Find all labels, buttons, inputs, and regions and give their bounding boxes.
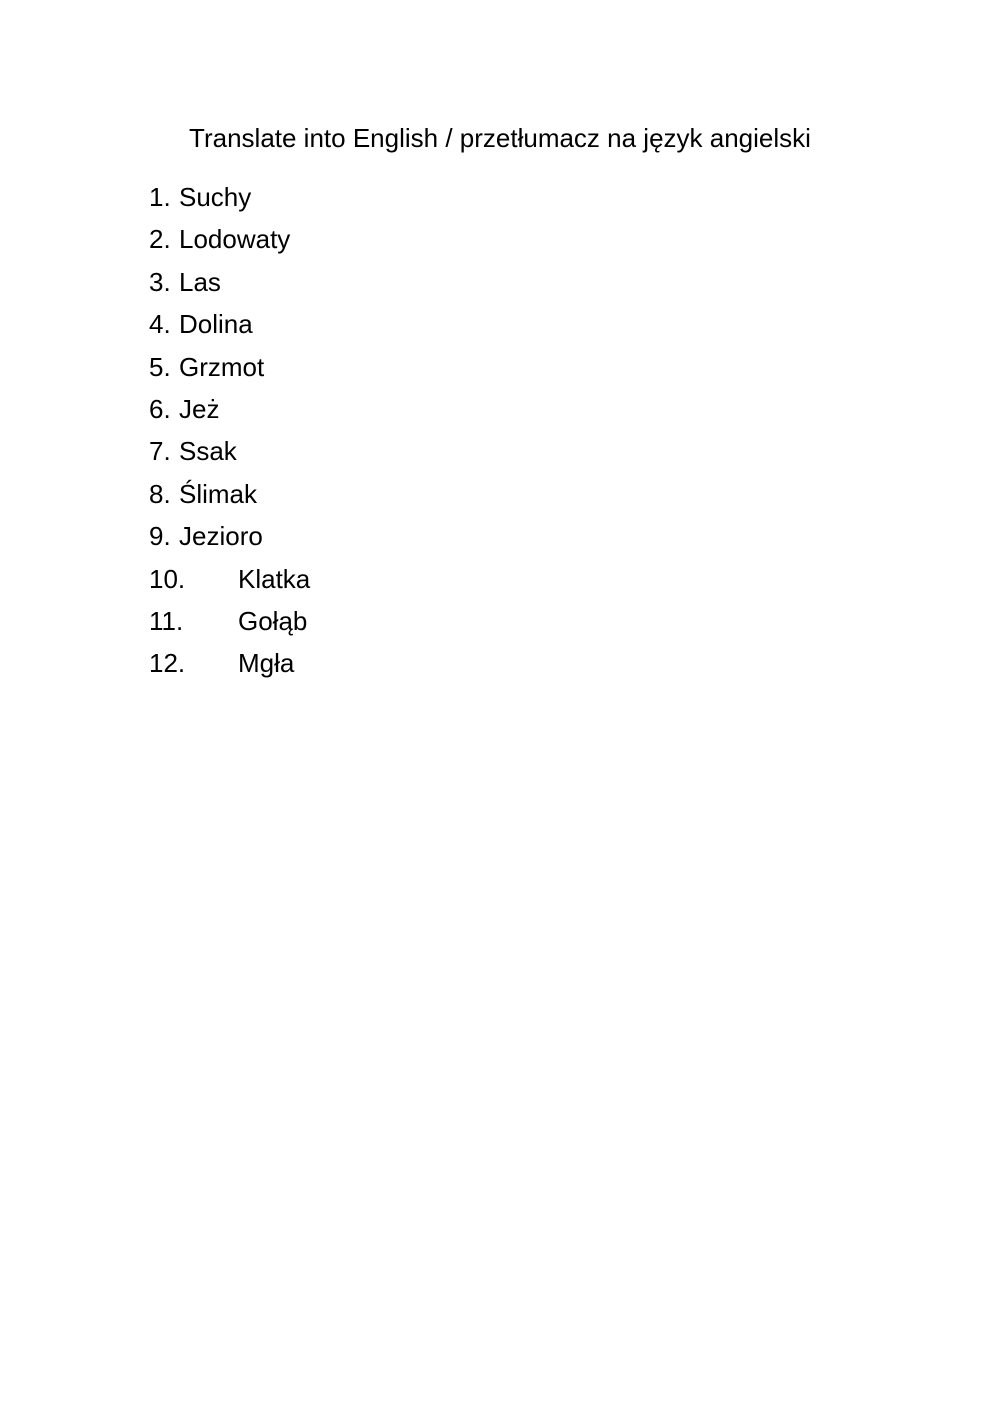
list-item [149, 642, 310, 684]
item-word: Klatka [238, 563, 311, 594]
item-word: Mgła [238, 648, 295, 679]
item-word: Las [179, 266, 221, 297]
list-item [149, 346, 310, 388]
list-item [149, 261, 310, 303]
item-number: 9. [149, 521, 171, 552]
item-number: 2. [149, 224, 171, 255]
item-number: 10. [149, 563, 186, 594]
list-item [149, 176, 310, 218]
list-item [149, 473, 310, 515]
list-item [149, 218, 310, 260]
list-item [149, 558, 310, 600]
item-number: 12. [149, 648, 186, 679]
item-number: 6. [149, 393, 171, 424]
item-word: Suchy [179, 182, 252, 212]
list-item [149, 303, 310, 345]
item-word: Ślimak [179, 478, 258, 509]
item-number: 7. [149, 436, 171, 467]
item-word: Jeż [179, 393, 220, 424]
item-word: Jezioro [179, 521, 263, 552]
item-number: 8. [149, 478, 171, 509]
item-number: 3. [149, 266, 171, 297]
item-number: 4. [149, 309, 171, 340]
list-item [149, 600, 310, 642]
item-word: Ssak [179, 436, 237, 467]
item-number: 1. [149, 182, 171, 212]
vocabulary-list [149, 176, 310, 685]
item-word: Lodowaty [179, 224, 291, 255]
item-word: Grzmot [179, 351, 265, 382]
list-item [149, 388, 310, 430]
item-number: 5. [149, 351, 171, 382]
item-word: Gołąb [238, 605, 308, 636]
list-item [149, 515, 310, 557]
item-number: 11. [149, 605, 184, 636]
page-title: Translate into English / przetłumacz na język angielski [189, 123, 811, 153]
item-word: Dolina [179, 309, 253, 340]
list-item [149, 430, 310, 472]
